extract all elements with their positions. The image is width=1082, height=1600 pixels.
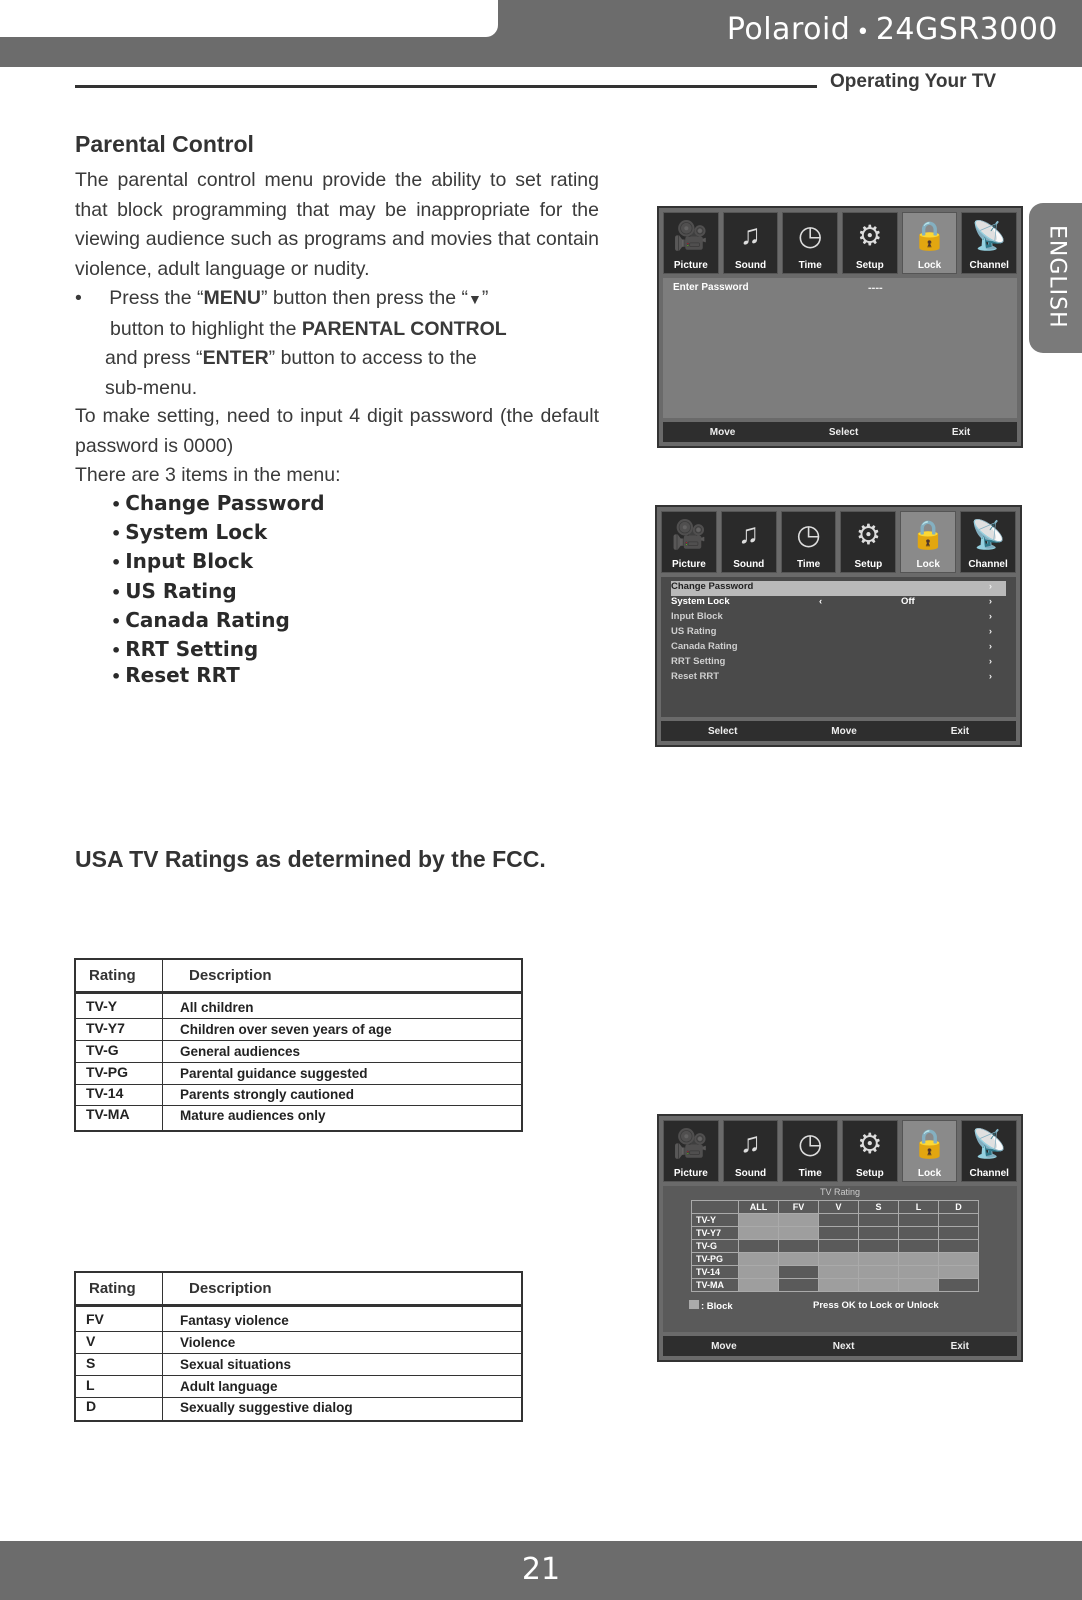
footer-exit: Exit bbox=[950, 1340, 969, 1352]
footer-select: Select bbox=[707, 725, 738, 737]
tv-icon-row bbox=[661, 511, 1016, 573]
footer-move: Move bbox=[709, 426, 736, 438]
footer-next: Next bbox=[832, 1340, 855, 1352]
table-header bbox=[76, 960, 521, 993]
sound-icon: ♫ Sound bbox=[723, 212, 779, 274]
lock-icon: 🔒 Lock bbox=[900, 511, 956, 573]
channel-icon: 📡 Channel bbox=[960, 511, 1016, 573]
tv-screen-rating-grid bbox=[657, 1114, 1023, 1362]
tv-ratings-table bbox=[74, 958, 523, 1132]
grid-row[interactable]: TV-Y7 bbox=[692, 1227, 979, 1240]
tv-menu-row: Reset RRT › bbox=[671, 671, 992, 682]
column-header-rating: Rating bbox=[89, 967, 136, 984]
tv-rating-grid bbox=[691, 1200, 979, 1292]
picture-icon: 🎥 Picture bbox=[663, 212, 719, 274]
tv-menu-row: Canada Rating › bbox=[671, 641, 992, 652]
parental-control-key: PARENTAL CONTROL bbox=[301, 317, 507, 340]
tv-screen-body bbox=[663, 1186, 1017, 1332]
picture-icon: 🎥 Picture bbox=[663, 1120, 719, 1182]
tv-rating-title: TV Rating bbox=[819, 1187, 861, 1197]
grid-row[interactable]: TV-MA bbox=[692, 1279, 979, 1292]
grid-row[interactable]: TV-Y bbox=[692, 1214, 979, 1227]
column-header-rating: Rating bbox=[89, 1280, 136, 1297]
channel-icon: 📡 Channel bbox=[961, 212, 1017, 274]
menu-item: • US Rating bbox=[111, 579, 237, 603]
sound-icon: ♫ Sound bbox=[721, 511, 777, 573]
table-row: L Adult language bbox=[76, 1376, 521, 1398]
step-bullet: • bbox=[75, 287, 82, 309]
password-note: To make setting, need to input 4 digit password (the default password is 0000) bbox=[75, 405, 599, 457]
tv-icon-row bbox=[663, 1120, 1017, 1182]
table-header-rule bbox=[76, 993, 521, 994]
menu-item: • System Lock bbox=[111, 520, 268, 544]
lock-icon: 🔒 Lock bbox=[902, 212, 958, 274]
setup-icon: ⚙ Setup bbox=[840, 511, 896, 573]
sound-icon: ♫ Sound bbox=[723, 1120, 779, 1182]
header-notch bbox=[0, 0, 498, 37]
page-number: 21 bbox=[521, 1552, 561, 1587]
setup-icon: ⚙ Setup bbox=[842, 212, 898, 274]
column-header-description: Description bbox=[189, 1280, 272, 1297]
items-intro: There are 3 items in the menu: bbox=[75, 464, 341, 486]
tv-screen-body bbox=[663, 278, 1017, 418]
menu-item: • Input Block bbox=[111, 549, 253, 573]
grid-row[interactable]: TV-14 bbox=[692, 1266, 979, 1279]
tv-icon-row bbox=[663, 212, 1017, 274]
table-row: TV-PG Parental guidance suggested bbox=[76, 1063, 521, 1085]
block-legend: : Block bbox=[689, 1300, 733, 1312]
menu-item: • Change Password bbox=[111, 491, 325, 515]
setup-icon: ⚙ Setup bbox=[842, 1120, 898, 1182]
column-header-description: Description bbox=[189, 967, 272, 984]
time-icon: ◷ Time bbox=[782, 1120, 838, 1182]
table-row: V Violence bbox=[76, 1332, 521, 1354]
password-dashes: ---- bbox=[868, 282, 883, 294]
table-row: D Sexually suggestive dialog bbox=[86, 1398, 353, 1415]
footer-exit: Exit bbox=[951, 426, 971, 438]
tv-menu-row: Input Block › bbox=[671, 611, 992, 622]
menu-key: MENU bbox=[203, 287, 261, 309]
table-row: TV-MA Mature audiences only bbox=[86, 1106, 326, 1123]
grid-row[interactable]: TV-PG bbox=[692, 1253, 979, 1266]
table-row: TV-14 Parents strongly cautioned bbox=[76, 1084, 521, 1106]
tv-screen-password bbox=[657, 206, 1023, 448]
tv-screen-footer bbox=[661, 721, 1016, 741]
footer-move: Move bbox=[831, 725, 857, 737]
time-icon: ◷ Time bbox=[781, 511, 837, 573]
tv-menu-row: System Lock ‹ Off › bbox=[671, 596, 992, 607]
content-ratings-table bbox=[74, 1271, 523, 1422]
lock-hint: Press OK to Lock or Unlock bbox=[813, 1300, 939, 1311]
table-header bbox=[76, 1273, 521, 1306]
time-icon: ◷ Time bbox=[782, 212, 838, 274]
tv-screen-footer bbox=[663, 422, 1017, 442]
tv-menu-row: US Rating › bbox=[671, 626, 992, 637]
grid-header-row: ALL FV V S L D bbox=[692, 1201, 979, 1214]
down-arrow-icon: ▼ bbox=[468, 291, 482, 307]
table-row: TV-Y All children bbox=[76, 997, 521, 1019]
tv-screen-footer bbox=[663, 1336, 1017, 1356]
table-row: S Sexual situations bbox=[76, 1354, 521, 1376]
picture-icon: 🎥 Picture bbox=[661, 511, 717, 573]
instruction-step: • Press the “MENU” button then press the “▼” button to highlight the PARENTAL CONTROL and press “ENTER” button to access to the sub-menu. bbox=[75, 287, 507, 399]
menu-item: • Canada Rating bbox=[111, 608, 290, 632]
table-row: TV-Y7 Children over seven years of age bbox=[76, 1019, 521, 1041]
footer-move: Move bbox=[711, 1340, 737, 1352]
enter-password-label: Enter Password bbox=[673, 282, 749, 293]
footer-select: Select bbox=[828, 426, 859, 438]
tv-screen-lock-menu bbox=[655, 505, 1022, 747]
channel-icon: 📡 Channel bbox=[961, 1120, 1017, 1182]
footer-exit: Exit bbox=[950, 725, 970, 737]
grid-row[interactable]: TV-G bbox=[692, 1240, 979, 1253]
block-swatch bbox=[689, 1300, 699, 1309]
lock-icon: 🔒 Lock bbox=[902, 1120, 958, 1182]
brand-title: Polaroid • 24GSR3000 bbox=[726, 12, 1058, 47]
menu-item: • Reset RRT bbox=[111, 663, 240, 687]
tv-screen-body bbox=[661, 577, 1016, 717]
usa-ratings-heading: USA TV Ratings as determined by the FCC. bbox=[75, 846, 546, 872]
table-header-rule bbox=[76, 1306, 521, 1307]
table-row: TV-G General audiences bbox=[76, 1041, 521, 1063]
parental-intro: The parental control menu provide the ability to set rating that block programming that may be inappropriate for the viewing audience such as programs and movies that contain violence, adult language or nudity. bbox=[75, 169, 599, 280]
tv-menu-row: Change Password › bbox=[671, 581, 1006, 596]
system-lock-value: Off bbox=[901, 596, 915, 607]
enter-key: ENTER bbox=[202, 347, 269, 369]
menu-item: • RRT Setting bbox=[111, 637, 259, 661]
language-tab-label: ENGLISH bbox=[1044, 225, 1070, 329]
section-title: Operating Your TV bbox=[830, 71, 997, 92]
parental-control-heading: Parental Control bbox=[75, 131, 254, 157]
table-row: FV Fantasy violence bbox=[76, 1310, 521, 1332]
tv-menu-row: RRT Setting › bbox=[671, 656, 992, 667]
section-rule bbox=[75, 85, 817, 88]
